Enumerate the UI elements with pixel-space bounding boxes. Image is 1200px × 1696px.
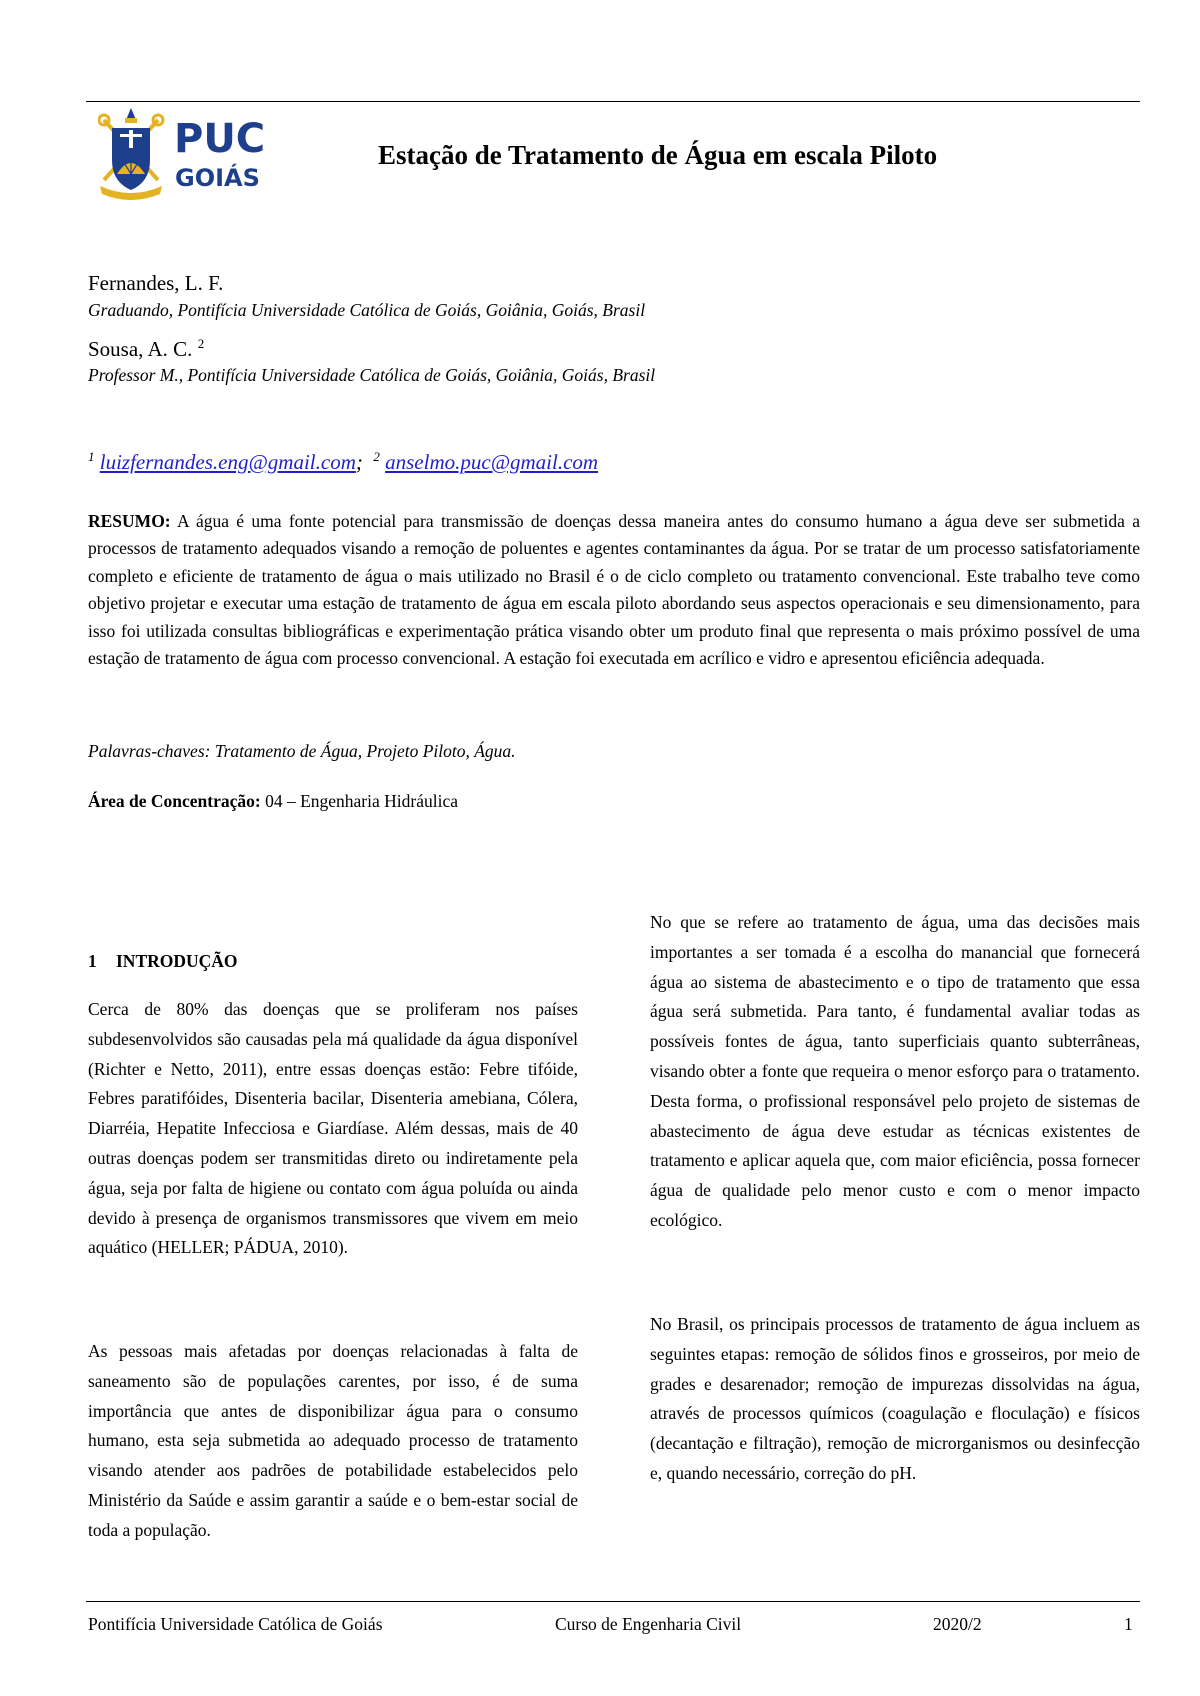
email-separator: ; <box>355 450 363 474</box>
section-number: 1 <box>88 951 97 971</box>
footer-rule <box>86 1601 1140 1602</box>
intro-paragraph-4: No Brasil, os principais processos de tratamento de água incluem as seguintes etapas: remoção de sólidos finos e grosseiros, por meio de grades e desarenador; remoção de impurezas dissolvidas na água, através de processos químicos (coagulação e floculação) e físicos (decantação e filtração), remoção de microrganismos ou desinfecção e, quando necessário, correção do pH. <box>650 1314 1140 1483</box>
paper-title: Estação de Tratamento de Água em escala Piloto <box>378 140 938 170</box>
area-label: Área de Concentração: <box>88 791 261 811</box>
email-2-marker: 2 <box>373 449 380 464</box>
page-number: 1 <box>1124 1614 1133 1634</box>
author-1-name: Fernandes, L. F. <box>88 271 224 295</box>
email-2-link[interactable]: anselmo.puc@gmail.com <box>385 450 599 474</box>
svg-text:PUC: PUC <box>174 116 266 162</box>
area-value: 04 – Engenharia Hidráulica <box>260 791 458 811</box>
svg-text:GOIÁS: GOIÁS <box>175 164 260 192</box>
author-emails <box>88 449 598 475</box>
puc-goias-logo <box>98 106 278 202</box>
author-2-superscript: 2 <box>197 336 205 351</box>
email-1-link[interactable]: luizfernandes.eng@gmail.com <box>99 450 356 474</box>
author-2-name <box>88 336 204 362</box>
abstract-text: A água é uma fonte potencial para transmissão de doenças dessa maneira antes do consumo humano a água deve ser submetida a processos de tratamento adequados visando a remoção de poluentes e agentes contaminantes da água. Por se tratar de um processo satisfatoriamente completo e eficiente de tratamento de água o mais utilizado no Brasil é o de ciclo completo ou tratamento convencional. Este trabalho teve como objetivo projetar e executar uma estação de tratamento de água em escala piloto abordando seus aspectos operacionais e seu dimensionamento, para isso foi utilizada consultas bibliográficas e experimentação prática visando obter um produto final que representa o mais próximo possível de uma estação de tratamento de água com processo convencional. A estação foi executada em acrílico e vidro e apresentou eficiência adequada. <box>88 511 1140 669</box>
footer-term: 2020/2 <box>933 1614 982 1634</box>
keywords: Palavras-chaves: Tratamento de Água, Projeto Piloto, Água. <box>88 741 516 761</box>
intro-paragraph-3: No que se refere ao tratamento de água, uma das decisões mais importantes a ser tomada é a escolha do manancial que fornecerá água ao sistema de abastecimento e o tipo de tratamento que essa água será submetida. Para tanto, é fundamental avaliar todas as possíveis fontes de água, tanto superficiais quanto subterrâneas, visando obter a fonte que requeira o menor esforço para o tratamento. Desta forma, o profissional responsável pelo projeto de sistemas de abastecimento de água deve estudar as técnicas existentes de tratamento e aplicar aquela que, com maior eficiência, possa fornecer água de qualidade pelo menor custo e com o menor impacto ecológico. <box>650 912 1140 1230</box>
author-2-affiliation: Professor M., Pontifícia Universidade Católica de Goiás, Goiânia, Goiás, Brasil <box>88 365 656 385</box>
header-rule <box>86 101 1140 102</box>
abstract-label: RESUMO: <box>88 511 171 531</box>
intro-paragraph-2: As pessoas mais afetadas por doenças relacionadas à falta de saneamento são de populações carentes, por isso, é de suma importância que antes de disponibilizar água para o consumo humano, esta seja submetida ao adequado processo de tratamento visando atender aos padrões de potabilidade estabelecidos pelo Ministério da Saúde e assim garantir a saúde e o bem-estar social de toda a população. <box>88 1341 578 1540</box>
footer-course: Curso de Engenharia Civil <box>555 1614 742 1634</box>
section-heading <box>88 951 238 972</box>
abstract <box>88 508 1140 672</box>
intro-paragraph-1: Cerca de 80% das doenças que se proliferam nos países subdesenvolvidos são causadas pela má qualidade da água disponível (Richter e Netto, 2011), entre essas doenças estão: Febre tifóide, Febres paratifóides, Disenteria bacilar, Disenteria amebiana, Cólera, Diarréia, Hepatite Infecciosa e Giardíase. Além dessas, mais de 40 outras doenças podem ser transmitidas direto ou indiretamente pela água, seja por falta de higiene ou contato com água poluída ou ainda devido à presença de organismos transmissores que vivem em meio aquático (HELLER; PÁDUA, 2010). <box>88 999 578 1258</box>
author-1-affiliation: Graduando, Pontifícia Universidade Católica de Goiás, Goiânia, Goiás, Brasil <box>88 300 646 320</box>
email-1-marker: 1 <box>88 449 95 464</box>
footer-institution: Pontifícia Universidade Católica de Goiás <box>88 1614 383 1634</box>
concentration-area <box>88 791 458 812</box>
university-crest-icon <box>98 106 278 202</box>
section-title: INTRODUÇÃO <box>116 951 238 971</box>
author-2-name-text: Sousa, A. C. <box>88 337 198 361</box>
